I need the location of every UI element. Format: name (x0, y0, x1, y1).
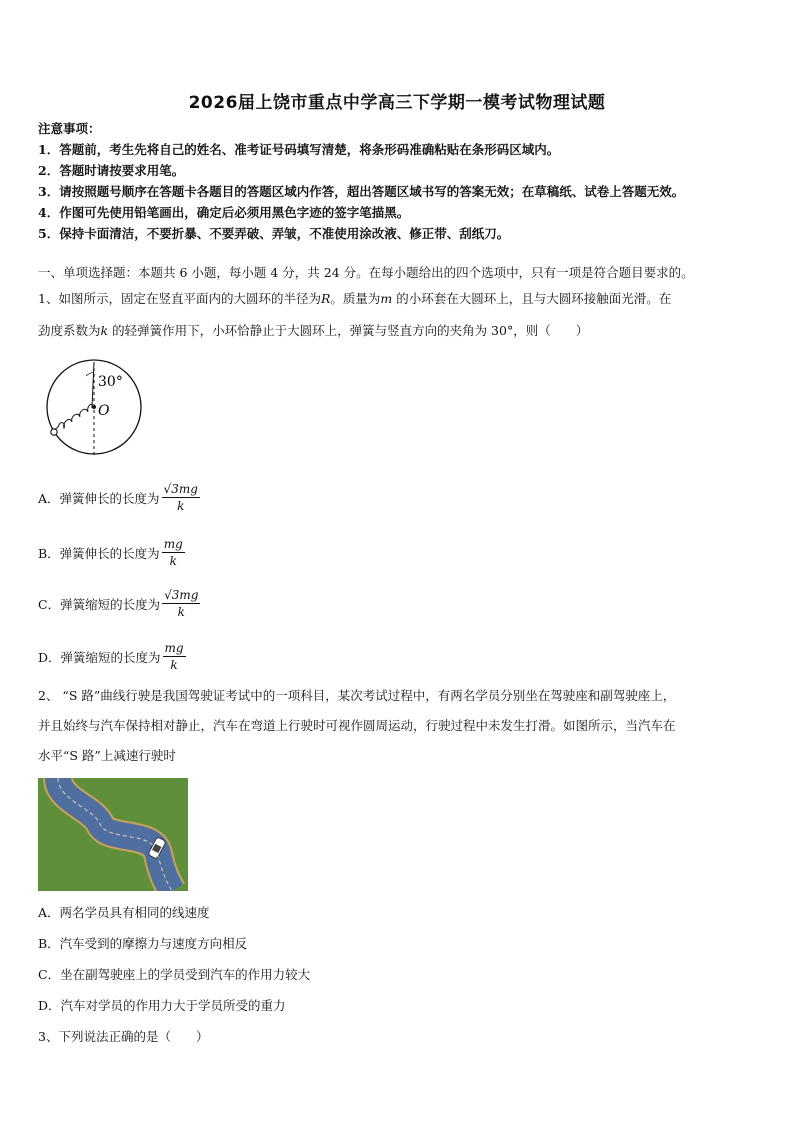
option-label: B．弹簧伸长的长度为 (38, 545, 160, 561)
q2-text-line2: 并且始终与汽车保持相对静止，汽车在弯道上行驶时可视作圆周运动，行驶过程中未发生打滑。如图所示，当汽车在 (38, 718, 676, 733)
q2-option-b: B．汽车受到的摩擦力与速度方向相反 (38, 936, 248, 951)
fraction (163, 641, 186, 672)
notice-item: 5．保持卡面清洁，不要折暴、不要弄破、弄皱，不准使用涂改液、修正带、刮纸刀。 (38, 226, 510, 241)
q1-text: 的小环套在大圆环上，且与大圆环接触面光滑。在 (392, 291, 672, 306)
q1-option-a (38, 482, 200, 513)
q3-text-line1: 3、下列说法正确的是（ ） (38, 1029, 209, 1044)
spring (54, 362, 94, 430)
s-road-figure (38, 778, 188, 891)
denominator: k (177, 499, 185, 513)
angle-arc (86, 372, 94, 376)
var-k: k (100, 323, 109, 338)
q1-text-line2 (38, 323, 588, 339)
var-m: m (380, 291, 393, 306)
center-label: O (98, 403, 110, 419)
numerator: mg (163, 537, 183, 551)
q1-option-b (38, 537, 185, 568)
option-label: C．弹簧缩短的长度为 (38, 596, 161, 612)
notice-heading: 注意事项： (38, 121, 101, 136)
page-title: 2026届上饶市重点中学高三下学期一模考试物理试题 (188, 93, 606, 113)
angle-label: 30° (98, 374, 123, 390)
notice-item: 3．请按照题号顺序在答题卡各题目的答题区域内作答，超出答题区域书写的答案无效；在草稿纸、试卷上答题无效。 (38, 184, 685, 199)
q1-option-d (38, 641, 186, 672)
q1-option-c (38, 588, 200, 619)
fraction (162, 537, 185, 568)
fraction: $\frac{√3mg}{k}$ (163, 482, 198, 513)
q1-text: 劲度系数为 (38, 323, 101, 338)
notice-item: 2．答题时请按要求用笔。 (38, 163, 185, 178)
q2-text-line1: 2、 “S 路”曲线行驶是我国驾驶证考试中的一项科目，某次考试过程中，有两名学员分别坐在驾驶座和副驾驶座上， (38, 688, 676, 703)
q1-text: 。质量为 (330, 291, 381, 306)
q1-text-line1 (38, 291, 671, 307)
q2-option-d: D．汽车对学员的作用力大于学员所受的重力 (38, 998, 286, 1013)
denominator: k (170, 658, 178, 672)
var-R: R (320, 291, 331, 306)
q1-text: 1、如图所示，固定在竖直平面内的大圆环的半径为 (38, 291, 321, 306)
notice-item: 1．答题前，考生先将自己的姓名、准考证号码填写清楚，将条形码准确粘贴在条形码区域内。 (38, 142, 560, 157)
numerator: 3mg (171, 482, 198, 496)
numerator: 3mg (171, 588, 199, 602)
q1-text: 的轻弹簧作用下，小环恰静止于大圆环上，弹簧与竖直方向的夹角为 30°，则（ ） (108, 323, 589, 338)
ring-spring-figure (40, 356, 150, 460)
denominator: k (169, 554, 177, 568)
q2-text-line3: 水平“S 路”上减速行驶时 (38, 748, 176, 763)
notice-item: 4．作图可先使用铅笔画出，确定后必须用黑色字迹的签字笔描黑。 (38, 205, 410, 220)
numerator: mg (164, 641, 184, 655)
option-label: D．弹簧缩短的长度为 (38, 649, 161, 665)
option-label: A．弹簧伸长的长度为 (38, 490, 160, 506)
q2-option-a: A．两名学员具有相同的线速度 (38, 905, 210, 920)
q2-option-c: C．坐在副驾驶座上的学员受到汽车的作用力较大 (38, 967, 311, 982)
section-heading: 一、单项选择题：本题共 6 小题，每小题 4 分，共 24 分。在每小题给出的四个选项中，只有一项是符合题目要求的。 (38, 265, 694, 280)
fraction: $\frac{√3mg}{k}$ (164, 588, 199, 619)
denominator: k (177, 605, 185, 619)
small-ring (51, 429, 57, 435)
